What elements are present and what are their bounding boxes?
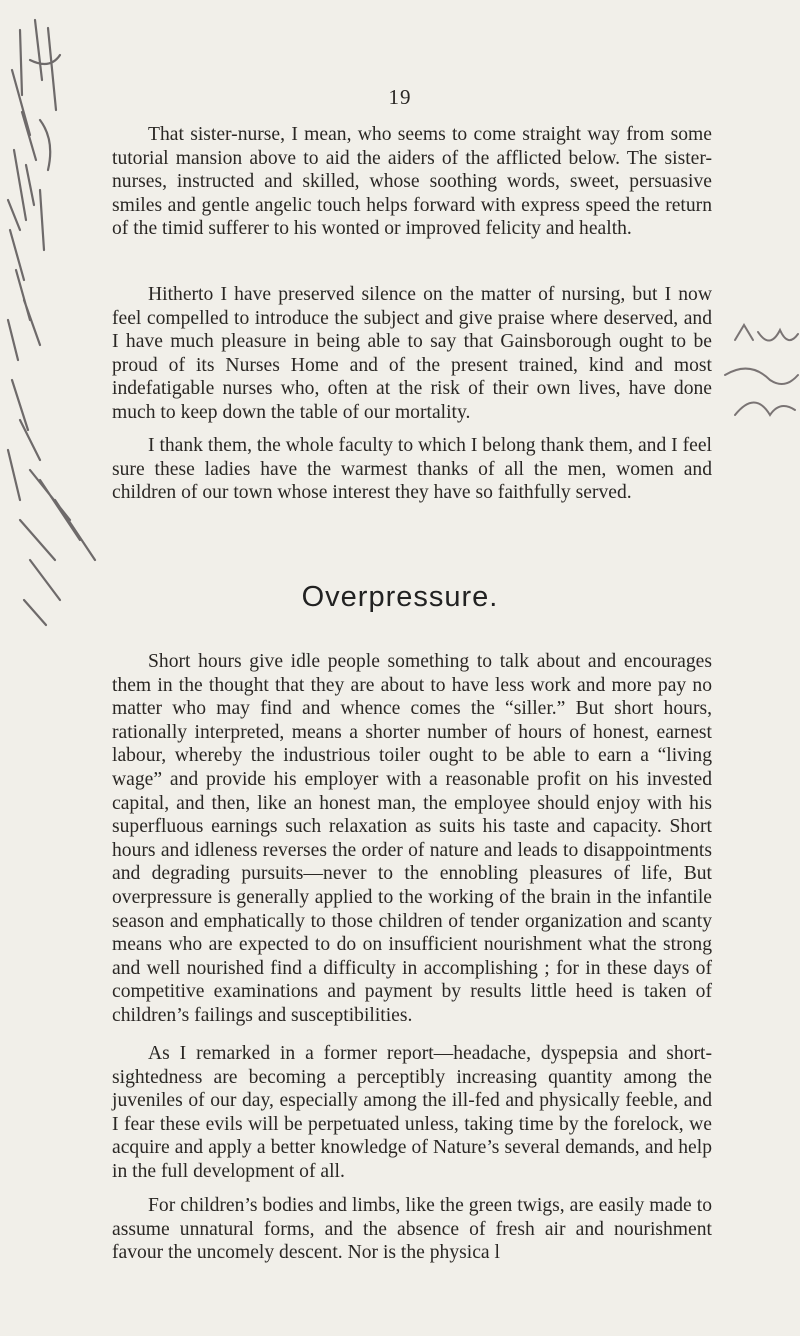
paragraph-3: I thank them, the whole faculty to which I belong thank them, and I feel sure these ladies have the warmest thanks of all the men, women and children of our town whose interest they have so faithfully served. [112,435,712,504]
section-heading: Overpressure. [301,581,499,613]
paragraph-1: That sister-nurse, I mean, who seems to come straight way from some tutorial mansion above to aid the aiders of the afflicted below. The sister-nurses, instructed and skilled, whose soothing words, sweet, persuasive smiles and gentle angelic touch helps forward with express speed the return of the timid sufferer to his wonted or improved felicity and health. [112,124,712,240]
paragraph-2: Hitherto I have preserved silence on the matter of nursing, but I now feel compelled to introduce the subject and give praise where deserved, and I have much pleasure in being able to say that Gainsborough ought to be proud of its Nurses Home and of the present trained, kind and most indefatigable nurses who, often at the risk of their own lives, have done much to keep down the table of our mortality. [112,284,712,423]
left-margin-handwriting [0,0,110,640]
section-paragraph-3: For children’s bodies and limbs, like the green twigs, are easily made to assume unnatural forms, and the absence of fresh air and nourishment favour the uncomely descent. Nor is the physica l [112,1195,712,1264]
page-number: 19 [388,85,412,109]
section-paragraph-2: As I remarked in a former report—headache, dyspepsia and short-sightedness are becoming a perceptibly increasing quantity among the juveniles of our day, especially among the ill-fed and physically feeble, and I fear these evils will be perpetuated unless, taking time by the forelock, we acquire and apply a better knowledge of Nature’s several demands, and help in the full development of all. [112,1043,712,1182]
section-paragraph-1: Short hours give idle people something to talk about and encourages them in the thought that they are about to have less work and more pay no matter who may find and whence comes the “siller.” But short hours, rationally interpreted, means a shorter number of hours of honest, earnest labour, whereby the industrious toiler ought to be able to earn a “living wage” and provide his employer with a reasonable profit on his invested capital, and then, like an honest man, the employee should enjoy with his superfluous earnings such relaxation as suits his taste and capacity. Short hours and idleness reverses the order of nature and leads to disappointments and degrading pursuits—never to the ennobling pleasures of life, But overpressure is generally applied to the working of the brain in the infantile season and emphatically to those children of tender organization and scanty means who are expected to do on insufficient nourishment what the strong and well nourished find a difficulty in accomplishing ; for in these days of competitive examinations and payment by results little heed is taken of children’s failings and susceptibilities. [112,651,712,1026]
